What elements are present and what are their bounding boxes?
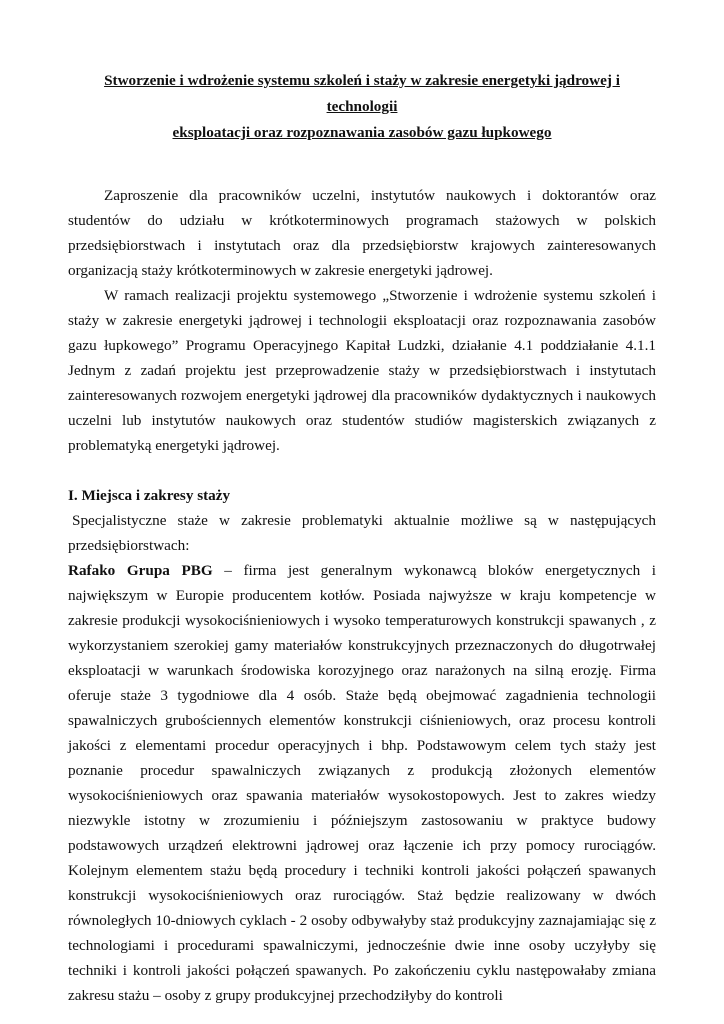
project-paragraph: W ramach realizacji projektu systemowego „Stworzenie i wdrożenie systemu szkoleń i staży w zakresie energetyki jądrowej i technologii eksploatacji oraz rozpoznawania zasobów gazu łupkowego” Programu Operacyjnego Kapitał Ludzki, działanie 4.1 poddziałanie 4.1.1 Jednym z zadań projektu jest przeprowadzenie staży w przedsiębiorstwach i instytutach zainteresowanych rozwojem energetyki jądrowej dla pracowników dydaktycznych i naukowych uczelni lub instytutów naukowych oraz studentów studiów magisterskich związanych z problematyką energetyki jądrowej. <box>68 287 656 454</box>
title-line-1: Stworzenie i wdrożenie systemu szkoleń i staży w zakresie energetyki jądrowej i technologii <box>104 72 620 115</box>
company-paragraph <box>68 558 656 1008</box>
document-title <box>68 0 656 146</box>
document-body <box>68 183 656 1008</box>
section-heading: I. Miejsca i zakresy staży <box>68 487 231 504</box>
company-name: Rafako Grupa PBG <box>68 562 213 579</box>
company-description: – firma jest generalnym wykonawcą bloków energetycznych i największym w Europie producentem kotłów. Posiada najwyższe w kraju kompetencje w zakresie produkcji wysokociśnieniowych i wysoko temperaturowych konstrukcji spawanych , z wykorzystaniem szerokiej gamy materiałów konstrukcyjnych przeznaczonych do długotrwałej eksploatacji w warunkach środowiska korozyjnego oraz narażonych na silną erozję. Firma oferuje staże 3 tygodniowe dla 4 osób. Staże będą obejmować zagadnienia technologii spawalniczych grubościennych elementów konstrukcji ciśnieniowych, oraz procesu kontroli jakości z elementami procedur operacyjnych i bhp. Podstawowym celem tych staży jest poznanie procedur spawalniczych związanych z produkcją złożonych elementów wysokociśnieniowych oraz spawania materiałów wysokostopowych. Jest to zakres wiedzy niezwykle istotny w zrozumieniu i późniejszym zastosowaniu w praktyce budowy podstawowych urządzeń elektrowni jądrowej oraz łączenie ich przy pomocy rurociągów. Kolejnym elementem stażu będą procedury i techniki kontroli jakości połączeń spawanych konstrukcji wysokociśnieniowych oraz rurociągów. Staż będzie realizowany w dwóch równoległych 10-dniowych cyklach - 2 osoby odbywałyby staż produkcyjny zaznajamiając się z technologiami i procedurami spawalniczymi, jednocześnie dwie inne osoby uczyłyby się techniki i kontroli jakości połączeń spawanych. Po zakończeniu cyklu następowałaby zmiana zakresu stażu – osoby z grupy produkcyjnej przechodziłyby do kontroli <box>68 562 657 1004</box>
title-line-2: eksploatacji oraz rozpoznawania zasobów gazu łupkowego <box>172 124 552 141</box>
section-intro: Specjalistyczne staże w zakresie problematyki aktualnie możliwe są w następujących przedsiębiorstwach: <box>68 512 656 554</box>
invitation-paragraph: Zaproszenie dla pracowników uczelni, instytutów naukowych i doktorantów oraz studentów do udziału w krótkoterminowych programach stażowych w polskich przedsiębiorstwach i instytutach oraz dla przedsiębiorstw krajowych zainteresowanych organizacją staży krótkoterminowych w zakresie energetyki jądrowej. <box>68 187 656 279</box>
